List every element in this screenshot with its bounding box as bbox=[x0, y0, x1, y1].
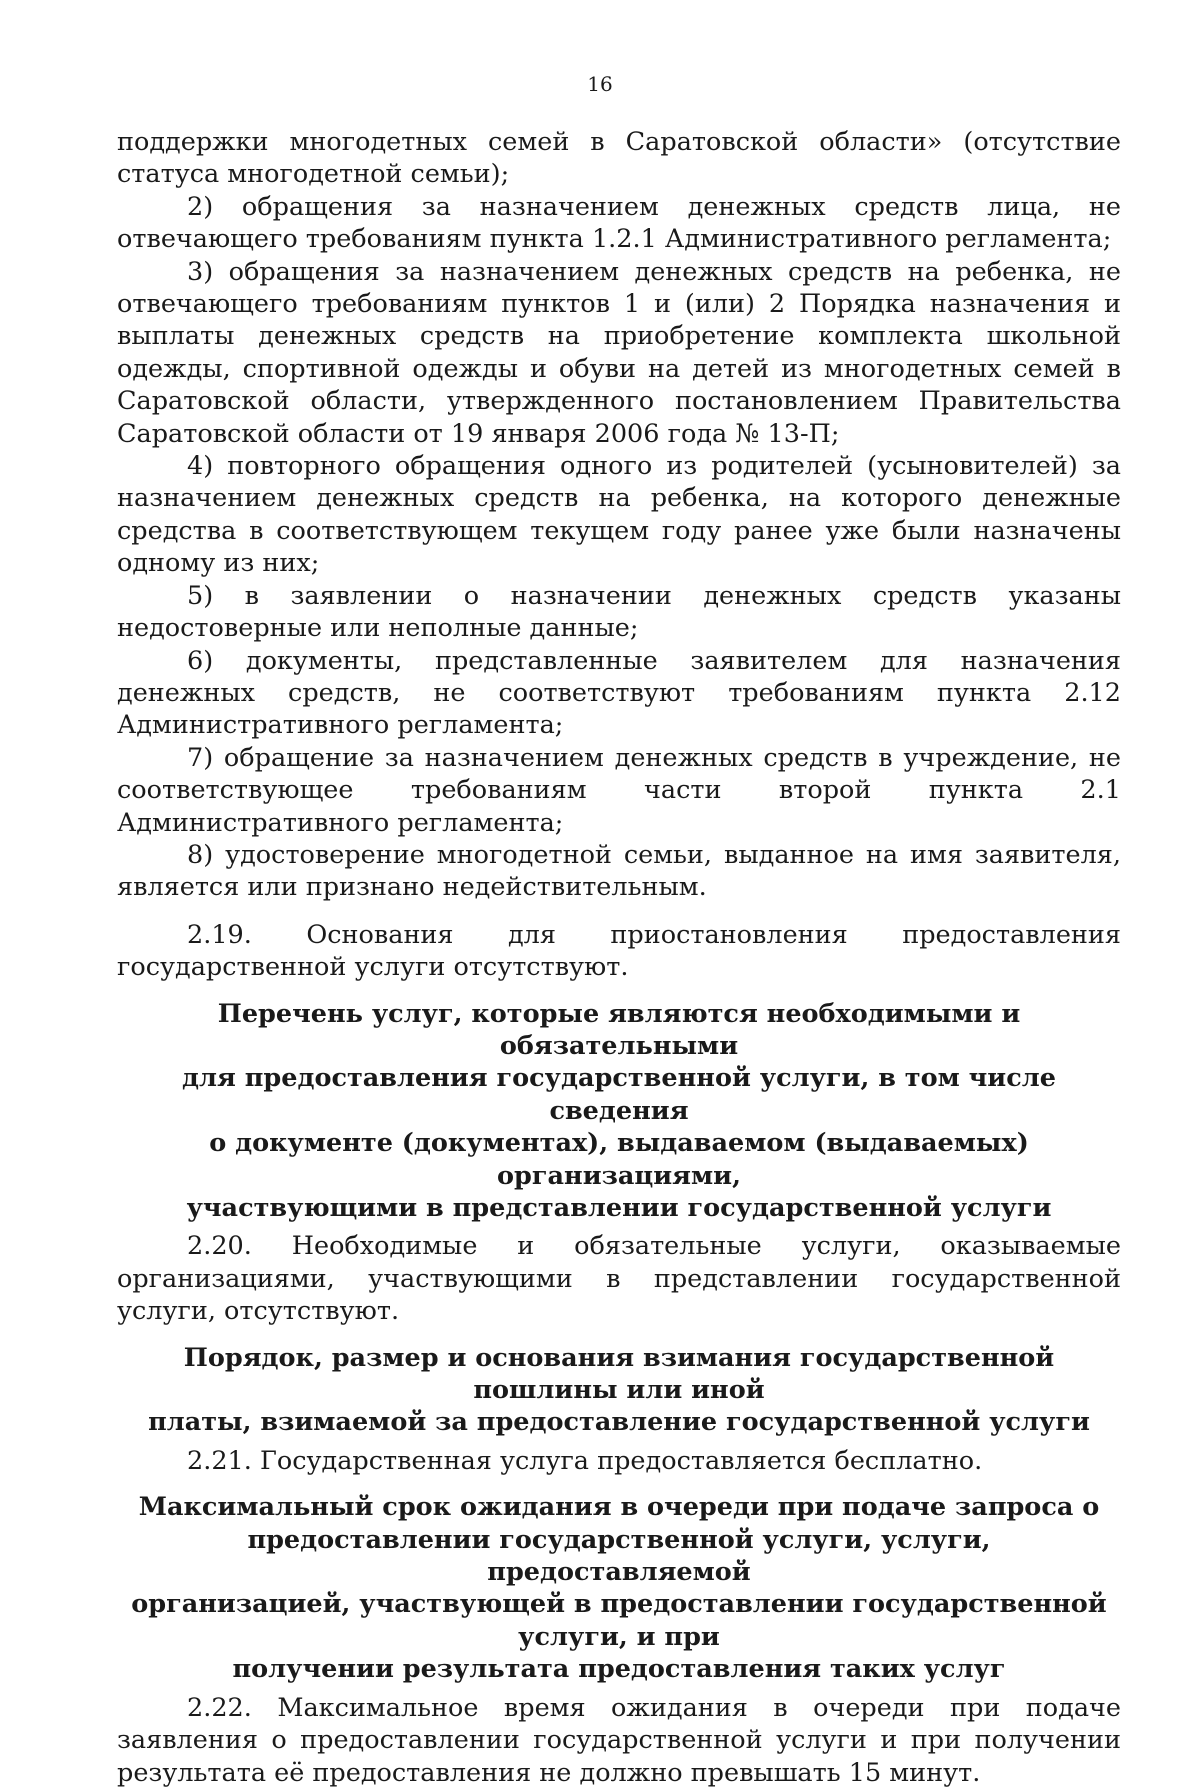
heading-line: Порядок, размер и основания взимания государственной пошлины или иной bbox=[183, 1342, 1055, 1406]
heading-line: участвующими в представлении государственной услуги bbox=[186, 1193, 1052, 1223]
list-item-5: 5) в заявлении о назначении денежных средств указаны недостоверные или неполные данные; bbox=[117, 580, 1121, 644]
paragraph-2-21: 2.21. Государственная услуга предоставляется бесплатно. bbox=[187, 1445, 983, 1476]
list-item-6: 6) документы, представленные заявителем для назначения денежных средств, не соответствуют требованиям пункта 2.12 Административного регламента; bbox=[117, 645, 1121, 741]
heading-line: о документе (документах), выдаваемом (выдаваемых) организациями, bbox=[209, 1128, 1029, 1191]
paragraph-2-20: 2.20. Необходимые и обязательные услуги, оказываемые организациями, участвующими в представлении государственной услуги, отсутствуют. bbox=[117, 1231, 1121, 1327]
paragraph-2-22: 2.22. Максимальное время ожидания в очереди при подаче заявления о предоставлении государственной услуги и при получении результата её предоставления не должно превышать 15 минут. bbox=[117, 1692, 1121, 1788]
list-item-4: 4) повторного обращения одного из родителей (усыновителей) за назначением денежных средств на ребенка, на которого денежные средства в соответствующем текущем году ранее уже были назначены одному из них; bbox=[117, 451, 1121, 579]
heading-line: получении результата предоставления таких услуг bbox=[232, 1654, 1006, 1685]
section-heading-required-services bbox=[117, 998, 1121, 1225]
section-heading-state-fee bbox=[117, 1342, 1121, 1439]
section-heading-waiting-time bbox=[117, 1491, 1121, 1685]
heading-line: для предоставления государственной услуги, в том числе сведения bbox=[182, 1063, 1056, 1126]
list-item-7: 7) обращение за назначением денежных средств в учреждение, не соответствующее требованиям части второй пункта 2.1 Административного регламента; bbox=[117, 742, 1121, 838]
list-item-2: 2) обращения за назначением денежных средств лица, не отвечающего требованиям пункта 1.2.1 Административного регламента; bbox=[117, 191, 1121, 255]
heading-line: организацией, участвующей в предоставлении государственной услуги, и при bbox=[131, 1589, 1107, 1652]
page-number: 16 bbox=[587, 72, 613, 96]
heading-line: Перечень услуг, которые являются необходимыми и обязательными bbox=[217, 998, 1021, 1061]
document-body bbox=[117, 126, 1121, 1789]
heading-line: предоставлении государственной услуги, услуги, предоставляемой bbox=[247, 1524, 991, 1588]
paragraph-continuation: поддержки многодетных семей в Саратовской области» (отсутствие статуса многодетной семьи); bbox=[117, 127, 1121, 190]
paragraph-2-19: 2.19. Основания для приостановления предоставления государственной услуги отсутствуют. bbox=[117, 919, 1121, 983]
list-item-3: 3) обращения за назначением денежных средств на ребенка, не отвечающего требованиям пунктов 1 и (или) 2 Порядка назначения и выплаты денежных средств на приобретение комплекта школьной одежды, спортивной одежды и обуви на детей из многодетных семей в Саратовской области, утвержденного постановлением Правительства Саратовской области от 19 января 2006 года № 13-П; bbox=[117, 256, 1121, 449]
heading-line: платы, взимаемой за предоставление государственной услуги bbox=[148, 1407, 1090, 1438]
heading-line: Максимальный срок ожидания в очереди при подаче запроса о bbox=[138, 1492, 1100, 1523]
list-item-8: 8) удостоверение многодетной семьи, выданное на имя заявителя, является или признано недействительным. bbox=[117, 839, 1121, 903]
